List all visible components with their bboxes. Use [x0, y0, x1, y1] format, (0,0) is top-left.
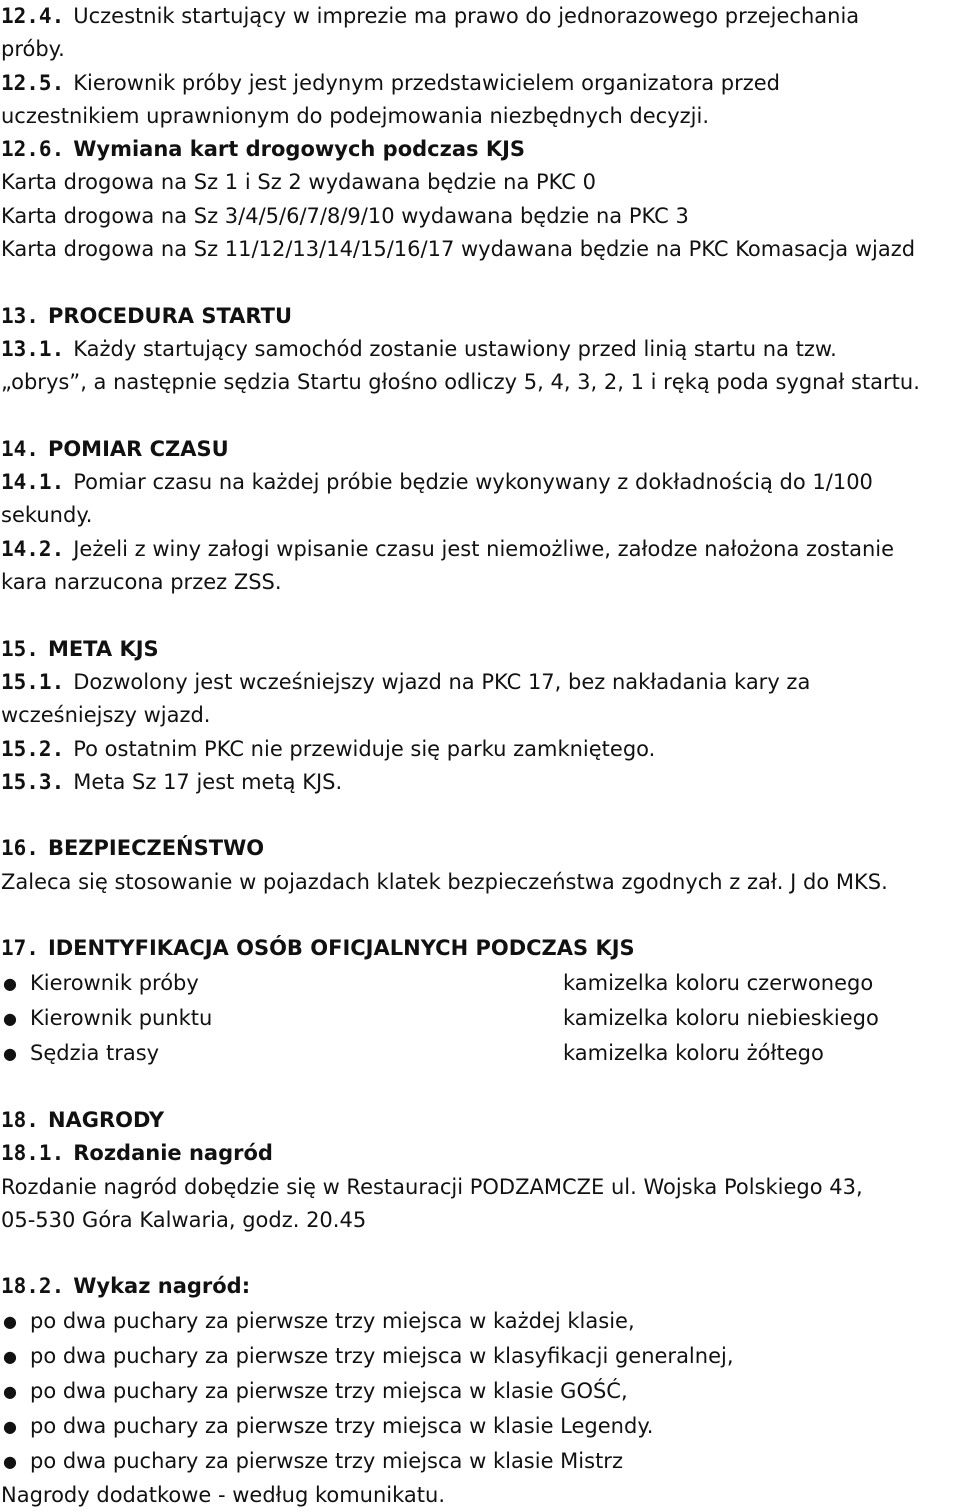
spacer — [1, 1071, 959, 1104]
list-item-text: po dwa puchary za pierwsze trzy miejsca w klasie Mistrz — [30, 1448, 623, 1473]
section-title: IDENTYFIKACJA OSÓB OFICJALNYCH PODCZAS KJS — [47, 936, 635, 961]
paragraph-14-2 — [1, 533, 959, 566]
heading-18-1 — [1, 1137, 959, 1170]
official-role: Kierownik próby — [30, 970, 199, 995]
list-item-text: po dwa puchary za pierwsze trzy miejsca w klasie Legendy. — [30, 1413, 654, 1438]
paragraph-text-continued: sekundy. — [1, 503, 93, 528]
document-page — [1, 0, 959, 1512]
paragraph-13-1 — [1, 333, 959, 366]
paragraph-text: Po ostatnim PKC nie przewiduje się parku zamkniętego. — [73, 736, 656, 761]
list-item — [1, 1339, 959, 1374]
section-number: 12.6. — [1, 137, 65, 162]
official-row — [1, 1036, 959, 1071]
section-number: 16. — [1, 836, 39, 861]
paragraph-text: Każdy startujący samochód zostanie ustawiony przed linią startu na tzw. — [73, 336, 837, 361]
official-row — [1, 1001, 959, 1036]
paragraph-text: Jeżeli z winy załogi wpisanie czasu jest niemożliwe, załodze nałożona zostanie — [73, 536, 895, 561]
paragraph-text: Dozwolony jest wcześniejszy wjazd na PKC 17, bez nakładania kary za — [73, 669, 811, 694]
section-title: Wykaz nagród: — [73, 1274, 251, 1299]
heading-17 — [1, 932, 959, 965]
paragraph-text-continued: uczestnikiem uprawnionym do podejmowania niezbędnych decyzji. — [1, 103, 710, 128]
section-number: 14.1. — [1, 470, 65, 495]
paragraph-15-1 — [1, 666, 959, 699]
section-title: PROCEDURA STARTU — [47, 303, 293, 328]
paragraph-15-3 — [1, 766, 959, 799]
paragraph-text-continued: kara narzucona przez ZSS. — [1, 570, 282, 595]
paragraph-text: Zaleca się stosowanie w pojazdach klatek bezpieczeństwa zgodnych z zał. J do MKS. — [1, 869, 888, 894]
section-number: 18.2. — [1, 1274, 65, 1299]
list-item-text: po dwa puchary za pierwsze trzy miejsca w każdej klasie, — [30, 1308, 635, 1333]
section-number: 18. — [1, 1107, 39, 1132]
heading-12-6 — [1, 133, 959, 166]
paragraph-text: Pomiar czasu na każdej próbie będzie wykonywany z dokładnością do 1/100 — [73, 470, 873, 495]
section-number: 14.2. — [1, 536, 65, 561]
paragraph-text-continued: wcześniejszy wjazd. — [1, 703, 211, 728]
section-number: 15.3. — [1, 769, 65, 794]
section-title: Wymiana kart drogowych podczas KJS — [73, 137, 526, 162]
official-vest: kamizelka koloru żółtego — [563, 1040, 824, 1065]
paragraph-text: Uczestnik startujący w imprezie ma prawo do jednorazowego przejechania — [73, 4, 860, 28]
bullet-icon: ● — [3, 1381, 17, 1401]
bullet-icon: ● — [3, 1451, 17, 1471]
section-number: 18.1. — [1, 1141, 65, 1166]
heading-18 — [1, 1104, 959, 1137]
section-number: 12.4. — [1, 4, 65, 28]
bullet-icon: ● — [3, 973, 17, 993]
bullet-icon: ● — [3, 1416, 17, 1436]
footer-note: Nagrody dodatkowe - według komunikatu. — [1, 1482, 446, 1507]
paragraph-15-2 — [1, 733, 959, 766]
heading-15 — [1, 633, 959, 666]
spacer — [1, 400, 959, 433]
paragraph-12-4 — [1, 0, 959, 33]
heading-14 — [1, 433, 959, 466]
paragraph-text-continued: próby. — [1, 37, 65, 62]
paragraph-text: Kierownik próby jest jedynym przedstawicielem organizatora przed — [73, 70, 781, 95]
section-number: 12.5. — [1, 70, 65, 95]
paragraph-text: Meta Sz 17 jest metą KJS. — [73, 769, 343, 794]
bullet-icon: ● — [3, 1008, 17, 1028]
section-title: META KJS — [47, 636, 159, 661]
section-title: POMIAR CZASU — [47, 436, 229, 461]
official-role: Sędzia trasy — [30, 1040, 160, 1065]
bullet-icon: ● — [3, 1311, 17, 1331]
spacer — [1, 1237, 959, 1270]
section-number: 15.1. — [1, 669, 65, 694]
list-item — [1, 1374, 959, 1409]
heading-13 — [1, 300, 959, 333]
official-row — [1, 966, 959, 1001]
list-item — [1, 1304, 959, 1339]
section-title: Rozdanie nagród — [73, 1141, 273, 1166]
official-vest: kamizelka koloru niebieskiego — [563, 1005, 879, 1030]
paragraph-text: Karta drogowa na Sz 1 i Sz 2 wydawana będzie na PKC 0 — [1, 170, 596, 195]
list-item — [1, 1409, 959, 1444]
section-title: BEZPIECZEŃSTWO — [47, 836, 265, 861]
bullet-icon: ● — [3, 1043, 17, 1063]
official-vest: kamizelka koloru czerwonego — [563, 970, 874, 995]
section-title: NAGRODY — [47, 1107, 165, 1132]
list-item-text: po dwa puchary za pierwsze trzy miejsca w klasyfikacji generalnej, — [30, 1343, 734, 1368]
list-item-text: po dwa puchary za pierwsze trzy miejsca w klasie GOŚĆ, — [30, 1378, 628, 1403]
paragraph-14-1 — [1, 466, 959, 499]
section-number: 14. — [1, 436, 39, 461]
paragraph-12-5 — [1, 67, 959, 100]
spacer — [1, 899, 959, 932]
paragraph-text: 05-530 Góra Kalwaria, godz. 20.45 — [1, 1207, 367, 1232]
section-number: 13. — [1, 303, 39, 328]
section-number: 15. — [1, 636, 39, 661]
spacer — [1, 799, 959, 832]
paragraph-text: Rozdanie nagród dobędzie się w Restauracji PODZAMCZE ul. Wojska Polskiego 43, — [1, 1174, 863, 1199]
heading-16 — [1, 832, 959, 865]
official-role: Kierownik punktu — [30, 1005, 213, 1030]
list-item — [1, 1444, 959, 1479]
spacer — [1, 599, 959, 632]
section-number: 15.2. — [1, 736, 65, 761]
bullet-icon: ● — [3, 1346, 17, 1366]
paragraph-text-continued: „obrys”, a następnie sędzia Startu głośno odliczy 5, 4, 3, 2, 1 i ręką poda sygnał startu. — [1, 370, 920, 395]
spacer — [1, 266, 959, 299]
section-number: 13.1. — [1, 336, 65, 361]
paragraph-text: Karta drogowa na Sz 11/12/13/14/15/16/17 wydawana będzie na PKC Komasacja wjazd — [1, 237, 916, 262]
heading-18-2 — [1, 1270, 959, 1303]
paragraph-text: Karta drogowa na Sz 3/4/5/6/7/8/9/10 wydawana będzie na PKC 3 — [1, 203, 689, 228]
section-number: 17. — [1, 936, 39, 961]
